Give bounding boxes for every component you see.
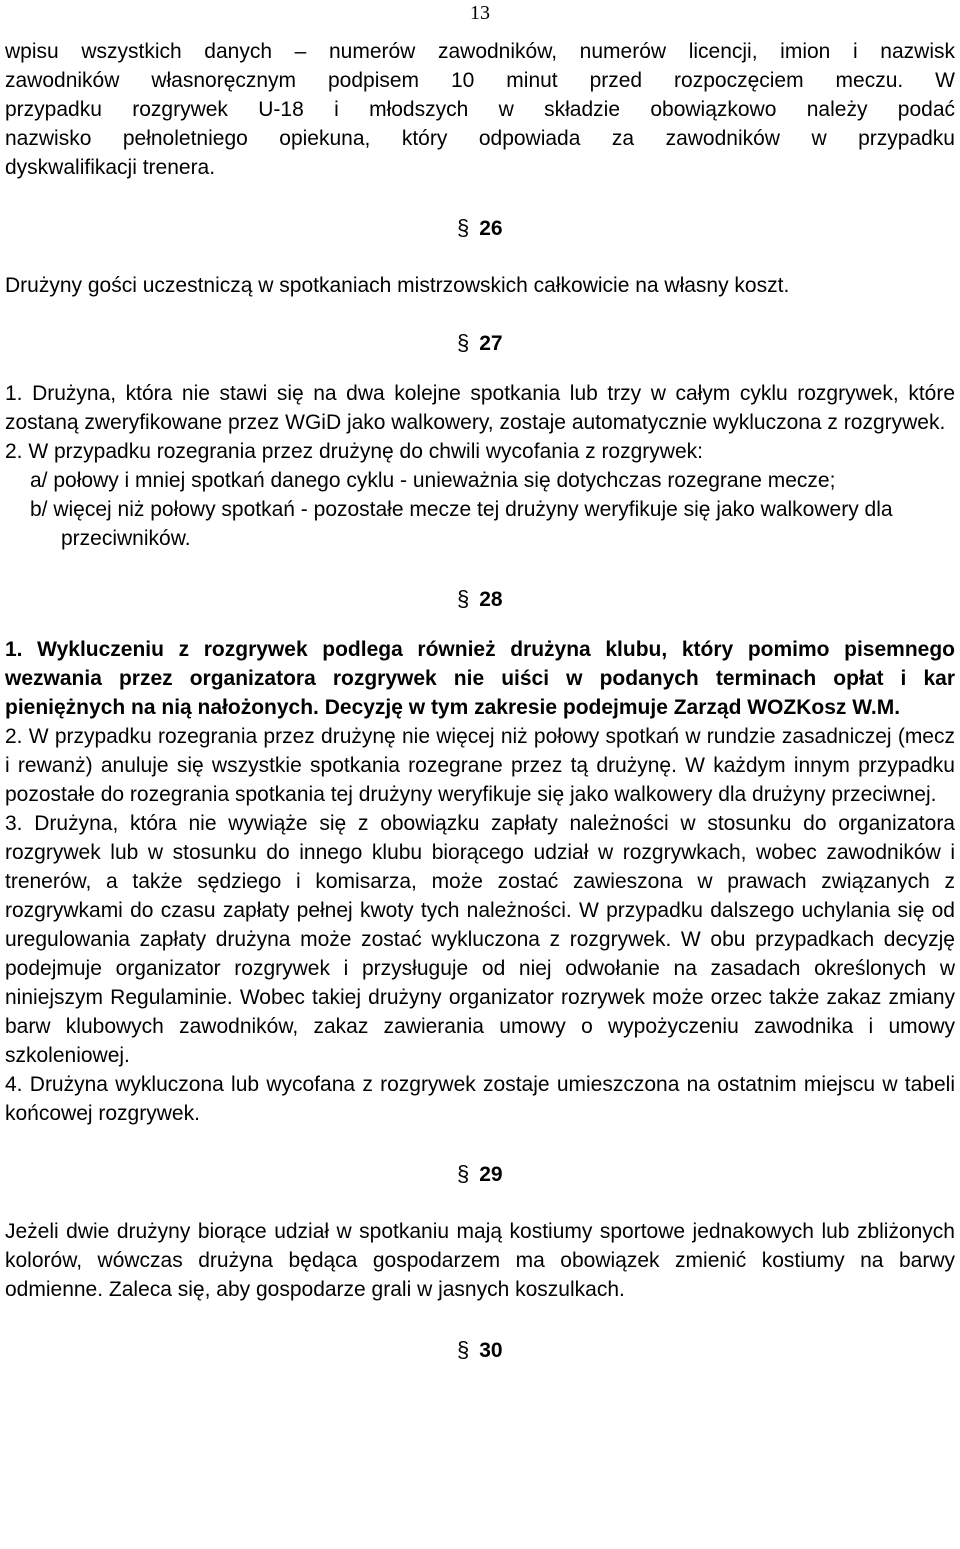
intro-line-5: dyskwalifikacji trenera. [5, 156, 216, 179]
section-number: 27 [479, 332, 503, 355]
section-27-point-1: 1. Drużyna, która nie stawi się na dwa kolejne spotkania lub trzy w całym cyklu rozgrywek, które zostaną zweryfikowane przez WGiD jako walkowery, zostaje automatycznie wykluczona z rozgrywek. [5, 382, 955, 434]
section-27-point-2b: b/ więcej niż połowy spotkań - pozostałe mecze tej drużyny weryfikuje się jako walkowery dla przeciwników. [30, 498, 893, 550]
section-symbol: § [457, 215, 470, 240]
section-number: 28 [479, 588, 503, 611]
section-29-text: Jeżeli dwie drużyny biorące udział w spotkaniu mają kostiumy sportowe jednakowych lub zbliżonych kolorów, wówczas drużyna będąca gospodarzem ma obowiązek zmienić kostiumy na barwy odmienne. Zaleca się, aby gospodarze grali w jasnych koszulkach. [5, 1220, 955, 1301]
intro-paragraph [5, 37, 955, 182]
section-number: 26 [479, 217, 503, 240]
section-27-heading [5, 328, 955, 357]
intro-line-4: nazwisko pełnoletniego opiekuna, który odpowiada za zawodników w przypadku [5, 127, 955, 150]
section-30-heading [5, 1335, 955, 1364]
section-28-point-4: 4. Drużyna wykluczona lub wycofana z rozgrywek zostaje umieszczona na ostatnim miejscu w tabeli końcowej rozgrywek. [5, 1073, 955, 1125]
section-28-point-3: 3. Drużyna, która nie wywiąże się z obowiązku zapłaty należności w stosunku do organizatora rozgrywek lub w stosunku do innego klubu biorącego udział w rozgrywkach, wobec zawodników i trenerów, a także sędziego i komisarza, może zostać zawieszona w prawach związanych z rozgrywkami do czasu zapłaty pełnej kwoty tych należności. W przypadku dalszego uchylania się od uregulowania zapłaty drużyna może zostać wykluczona z rozgrywek. W obu przypadkach decyzję podejmuje organizator rozgrywek i przysługuje od niej odwołanie na zasadach określonych w niniejszym Regulaminie. Wobec takiej drużyny organizator rozrywek może orzec także zakaz zmiany barw klubowych zawodników, zakaz zawierania umowy o wypożyczeniu zawodnika i umowy szkoleniowej. [5, 812, 955, 1067]
section-28-heading [5, 584, 955, 613]
intro-line-1: wpisu wszystkich danych – numerów zawodników, numerów licencji, imion i nazwisk [5, 40, 955, 63]
section-symbol: § [457, 586, 470, 611]
intro-line-2: zawodników własnoręcznym podpisem 10 minut przed rozpoczęciem meczu. W [5, 69, 955, 92]
section-27-point-2: 2. W przypadku rozegrania przez drużynę do chwili wycofania z rozgrywek: [5, 440, 703, 463]
section-symbol: § [457, 1337, 470, 1362]
section-28-point-2: 2. W przypadku rozegrania przez drużynę nie więcej niż połowy spotkań w rundzie zasadniczej (mecz i rewanż) anuluje się wszystkie spotkania rozegrane przez tą drużynę. W każdym innym przypadku pozostałe do rozegrania spotkania tej drużyny weryfikuje się jako walkowery dla drużyny przeciwnej. [5, 725, 955, 806]
section-number: 29 [479, 1163, 503, 1186]
section-symbol: § [457, 330, 470, 355]
section-27-point-2a: a/ połowy i mniej spotkań danego cyklu - unieważnia się dotychczas rozegrane mecze; [30, 469, 836, 492]
intro-line-3: przypadku rozgrywek U-18 i młodszych w składzie obowiązkowo należy podać [5, 98, 955, 121]
section-number: 30 [479, 1339, 503, 1362]
document-body [5, 37, 955, 1364]
section-28-point-1: 1. Wykluczeniu z rozgrywek podlega również drużyna klubu, który pomimo pisemnego wezwania przez organizatora rozgrywek nie uiści w podanych terminach opłat i kar pieniężnych na nią nałożonych. Decyzję w tym zakresie podejmuje Zarząd WOZKosz W.M. [5, 638, 955, 719]
section-29-heading [5, 1159, 955, 1188]
page-number: 13 [470, 2, 490, 24]
section-26-text: Drużyny gości uczestniczą w spotkaniach mistrzowskich całkowicie na własny koszt. [5, 274, 790, 297]
section-symbol: § [457, 1161, 470, 1186]
section-26-heading [5, 213, 955, 242]
